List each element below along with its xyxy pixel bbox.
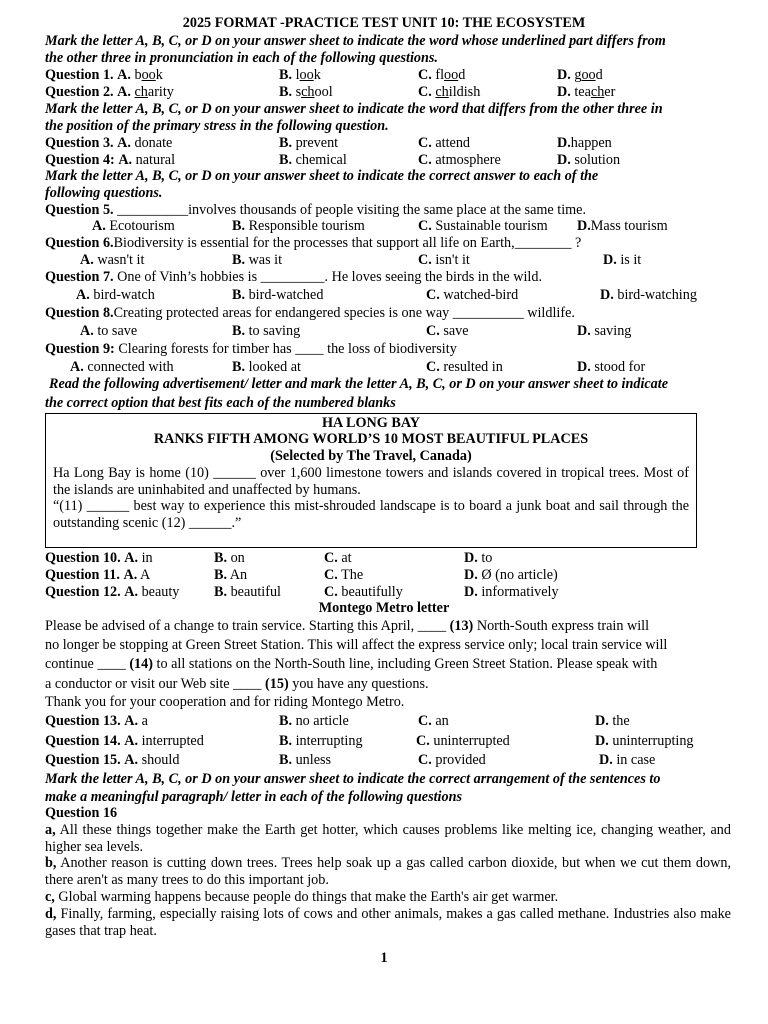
option-a[interactable]: A. a xyxy=(124,713,148,729)
option-a[interactable]: A. to save xyxy=(80,323,138,339)
letter-line-2: no longer be stopping at Green Street Station. This will affect the express service only; local train service will xyxy=(45,637,668,653)
ad-source: (Selected by The Travel, Canada) xyxy=(270,448,472,464)
question-label: Question 9: xyxy=(45,341,115,357)
option-b[interactable]: B. school xyxy=(279,84,333,100)
instruction-correct-answer: Mark the letter A, B, C, or D on your answer sheet to indicate the correct answer to each of the xyxy=(45,168,599,184)
option-b[interactable]: B. to saving xyxy=(232,323,301,339)
instruction-pronunciation-cont: the other three in pronunciation in each of the following questions. xyxy=(45,50,438,66)
option-d[interactable]: D. is it xyxy=(603,252,642,268)
option-a[interactable]: charity xyxy=(134,84,174,100)
instruction-arrangement-cont: make a meaningful paragraph/ letter in each of the following questions xyxy=(45,789,462,805)
question-label: Question 10. xyxy=(45,550,121,566)
question-16-label: Question 16 xyxy=(45,805,118,821)
option-d[interactable]: D. solution xyxy=(557,152,621,168)
instruction-reading: Read the following advertisement/ letter and mark the letter A, B, C, or D on your answer sheet to indicate xyxy=(49,376,669,392)
sentence-a: a, All these things together make the Earth get hotter, which causes problems like melting ice, changing weather, and higher sea levels. xyxy=(45,822,731,855)
option-d[interactable]: D. the xyxy=(595,713,630,729)
option-letter: A. xyxy=(117,67,131,83)
option-a[interactable]: A. A xyxy=(123,567,151,583)
option-c[interactable]: C. attend xyxy=(418,135,471,151)
option-b[interactable]: B. look xyxy=(279,67,321,83)
option-c[interactable]: C. flood xyxy=(418,67,466,83)
option-c[interactable]: C. isn't it xyxy=(418,252,470,268)
ad-paragraph-2: “(11) ______ best way to experience this mist-shrouded landscape is to board a junk boat and sail through the outstanding scenic (12) ______.” xyxy=(53,498,689,531)
option-d[interactable]: D. in case xyxy=(599,752,656,768)
instruction-reading-cont: the correct option that best fits each of the numbered blanks xyxy=(45,395,396,411)
question-label: Question 14. xyxy=(45,733,121,749)
option-a[interactable]: A. interrupted xyxy=(124,733,204,749)
option-c[interactable]: C. at xyxy=(324,550,352,566)
option-c[interactable]: C. The xyxy=(324,567,364,583)
option-b[interactable]: B. interrupting xyxy=(279,733,363,749)
instruction-correct-answer-cont: following questions. xyxy=(45,185,163,201)
option-b[interactable]: B. Responsible tourism xyxy=(232,218,365,234)
option-d[interactable]: D. teacher xyxy=(557,84,616,100)
page-number: 1 xyxy=(380,950,388,966)
option-b[interactable]: B. was it xyxy=(232,252,283,268)
option-b[interactable]: B. bird-watched xyxy=(232,287,324,303)
question-label: Question 1. xyxy=(45,67,114,83)
option-d[interactable]: D. to xyxy=(464,550,493,566)
ad-paragraph-1: Ha Long Bay is home (10) ______ over 1,600 limestone towers and islands covered in tropical trees. Most of the islands are uninhabited and unaffected by humans. xyxy=(53,465,689,498)
option-c[interactable]: C. beautifully xyxy=(324,584,403,600)
option-a[interactable]: A. should xyxy=(124,752,180,768)
option-a[interactable]: A. in xyxy=(124,550,153,566)
ad-heading: HA LONG BAY xyxy=(321,415,421,431)
option-c[interactable]: C. provided xyxy=(418,752,486,768)
sentence-d: d, Finally, farming, especially raising lots of cows and other animals, makes a gas called methane. Industries also make gases that trap heat. xyxy=(45,906,731,939)
option-c[interactable]: C. atmosphere xyxy=(418,152,501,168)
sentence-b: b, Another reason is cutting down trees. Trees help soak up a gas called carbon dioxide, but when we cut them down, there aren't as many trees to do this important job. xyxy=(45,855,731,888)
instruction-stress-cont: the position of the primary stress in the following question. xyxy=(45,118,389,134)
question-8-stem: Question 8.Creating protected areas for endangered species is one way __________ wildlife. xyxy=(45,305,575,321)
option-b[interactable]: B. on xyxy=(214,550,245,566)
option-d[interactable]: D. good xyxy=(557,67,603,83)
option-c[interactable]: C. uninterrupted xyxy=(416,733,510,749)
option-b[interactable]: B. unless xyxy=(279,752,332,768)
instruction-stress: Mark the letter A, B, C, or D on your answer sheet to indicate the word that differs from the other three in xyxy=(45,101,663,117)
option-c[interactable]: C. save xyxy=(426,323,469,339)
option-d[interactable]: D. informatively xyxy=(464,584,559,600)
question-label: Question 6. xyxy=(45,235,114,251)
option-d[interactable]: D. saving xyxy=(577,323,632,339)
option-letter: A. xyxy=(117,84,131,100)
option-d[interactable]: D. bird-watching xyxy=(600,287,697,303)
letter-line-3: continue ____ (14) to all stations on the North-South line, including Green Street Station. Please speak with xyxy=(45,656,658,672)
page-title: 2025 FORMAT -PRACTICE TEST UNIT 10: THE ECOSYSTEM xyxy=(182,15,586,31)
option-d[interactable]: D.happen xyxy=(557,135,612,151)
option-d[interactable]: D. Ø (no article) xyxy=(464,567,558,583)
option-a[interactable]: A. bird-watch xyxy=(76,287,155,303)
option-b[interactable]: B. beautiful xyxy=(214,584,281,600)
question-label: Question 2. xyxy=(45,84,114,100)
option-b[interactable]: B. prevent xyxy=(279,135,339,151)
option-c[interactable]: C. resulted in xyxy=(426,359,503,375)
question-label: Question 15. xyxy=(45,752,121,768)
question-label: Question 11. xyxy=(45,567,120,583)
option-b[interactable]: B. looked at xyxy=(232,359,301,375)
option-d[interactable]: D.Mass tourism xyxy=(577,218,668,234)
option-d[interactable]: D. uninterrupting xyxy=(595,733,694,749)
question-label: Question 13. xyxy=(45,713,121,729)
question-9-stem: Question 9: Clearing forests for timber has ____ the loss of biodiversity xyxy=(45,341,457,357)
option-a[interactable]: A. donate xyxy=(117,135,173,151)
option-d[interactable]: D. stood for xyxy=(577,359,646,375)
option-c[interactable]: C. watched-bird xyxy=(426,287,519,303)
question-5-stem: Question 5. __________involves thousands of people visiting the same place at the same time. xyxy=(45,202,587,218)
question-label: Question 4: xyxy=(45,152,115,168)
option-a[interactable]: A. natural xyxy=(118,152,176,168)
option-a[interactable]: book xyxy=(134,67,163,83)
option-a[interactable]: A. connected with xyxy=(70,359,174,375)
question-label: Question 3. xyxy=(45,135,114,151)
option-a[interactable]: A. Ecotourism xyxy=(92,218,175,234)
option-c[interactable]: C. an xyxy=(418,713,449,729)
question-6-stem: Question 6.Biodiversity is essential for the processes that support all life on Earth,________ ? xyxy=(45,235,582,251)
option-a[interactable]: A. beauty xyxy=(124,584,180,600)
letter-title: Montego Metro letter xyxy=(318,600,450,616)
question-7-stem: Question 7. One of Vinh’s hobbies is _________. He loves seeing the birds in the wild. xyxy=(45,269,543,285)
question-label: Question 8. xyxy=(45,305,114,321)
question-label: Question 5. xyxy=(45,202,114,218)
option-b[interactable]: B. An xyxy=(214,567,248,583)
letter-line-4: a conductor or visit our Web site ____ (15) you have any questions. xyxy=(45,676,429,692)
option-c[interactable]: C. Sustainable tourism xyxy=(418,218,548,234)
letter-line-1: Please be advised of a change to train service. Starting this April, ____ (13) North-South express train will xyxy=(45,618,650,634)
sentence-c: c, Global warming happens because people do things that make the Earth's air get warmer. xyxy=(45,889,559,905)
option-c[interactable]: C. childish xyxy=(418,84,481,100)
option-b[interactable]: B. chemical xyxy=(279,152,347,168)
option-b[interactable]: B. no article xyxy=(279,713,349,729)
option-a[interactable]: A. wasn't it xyxy=(80,252,145,268)
ad-subheading: RANKS FIFTH AMONG WORLD’S 10 MOST BEAUTIFUL PLACES xyxy=(153,431,589,447)
question-label: Question 12. xyxy=(45,584,121,600)
question-label: Question 7. xyxy=(45,269,114,285)
instruction-arrangement: Mark the letter A, B, C, or D on your answer sheet to indicate the correct arrangement of the sentences to xyxy=(45,771,661,787)
instruction-pronunciation: Mark the letter A, B, C, or D on your answer sheet to indicate the word whose underlined part differs from xyxy=(45,33,666,49)
letter-line-5: Thank you for your cooperation and for riding Montego Metro. xyxy=(45,694,405,710)
